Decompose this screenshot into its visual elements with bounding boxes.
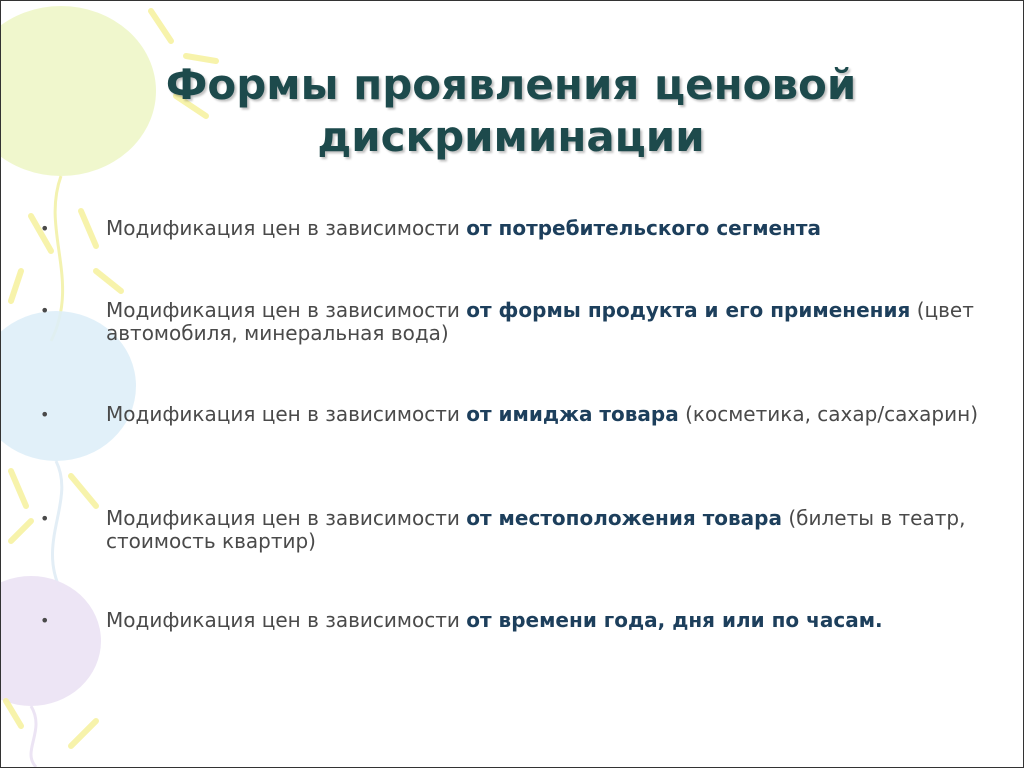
bullet-icon: • [40,509,50,528]
list-item [40,216,986,240]
item-prefix: Модификация цен в зависимости [106,216,467,240]
item-emphasis: от потребительского сегмента [466,216,822,240]
item-prefix: Модификация цен в зависимости [106,506,467,530]
title-line-2: дискриминации [317,112,705,161]
item-emphasis: от времени года, дня или по часам. [466,608,883,632]
bullet-icon: • [40,219,50,238]
list-item [40,402,986,426]
title-line-1: Формы проявления ценовой [165,60,857,109]
item-emphasis: от формы продукта и его применения [466,298,911,322]
list-item [40,298,986,345]
bullet-icon: • [40,301,50,320]
item-emphasis: от имиджа товара [466,402,679,426]
list-item [40,506,986,553]
item-suffix: (цвет автомобиля, минеральная вода) [106,298,974,345]
item-emphasis: от местоположения товара [466,506,782,530]
bullet-list [1,1,1023,767]
item-prefix: Модификация цен в зависимости [106,298,467,322]
item-prefix: Модификация цен в зависимости [106,402,467,426]
bullet-icon: • [40,611,50,630]
bullet-icon: • [40,405,50,424]
item-prefix: Модификация цен в зависимости [106,608,467,632]
item-suffix: (билеты в театр, стоимость квартир) [106,506,966,553]
list-item [40,608,986,632]
item-suffix: (косметика, сахар/сахарин) [678,402,978,426]
